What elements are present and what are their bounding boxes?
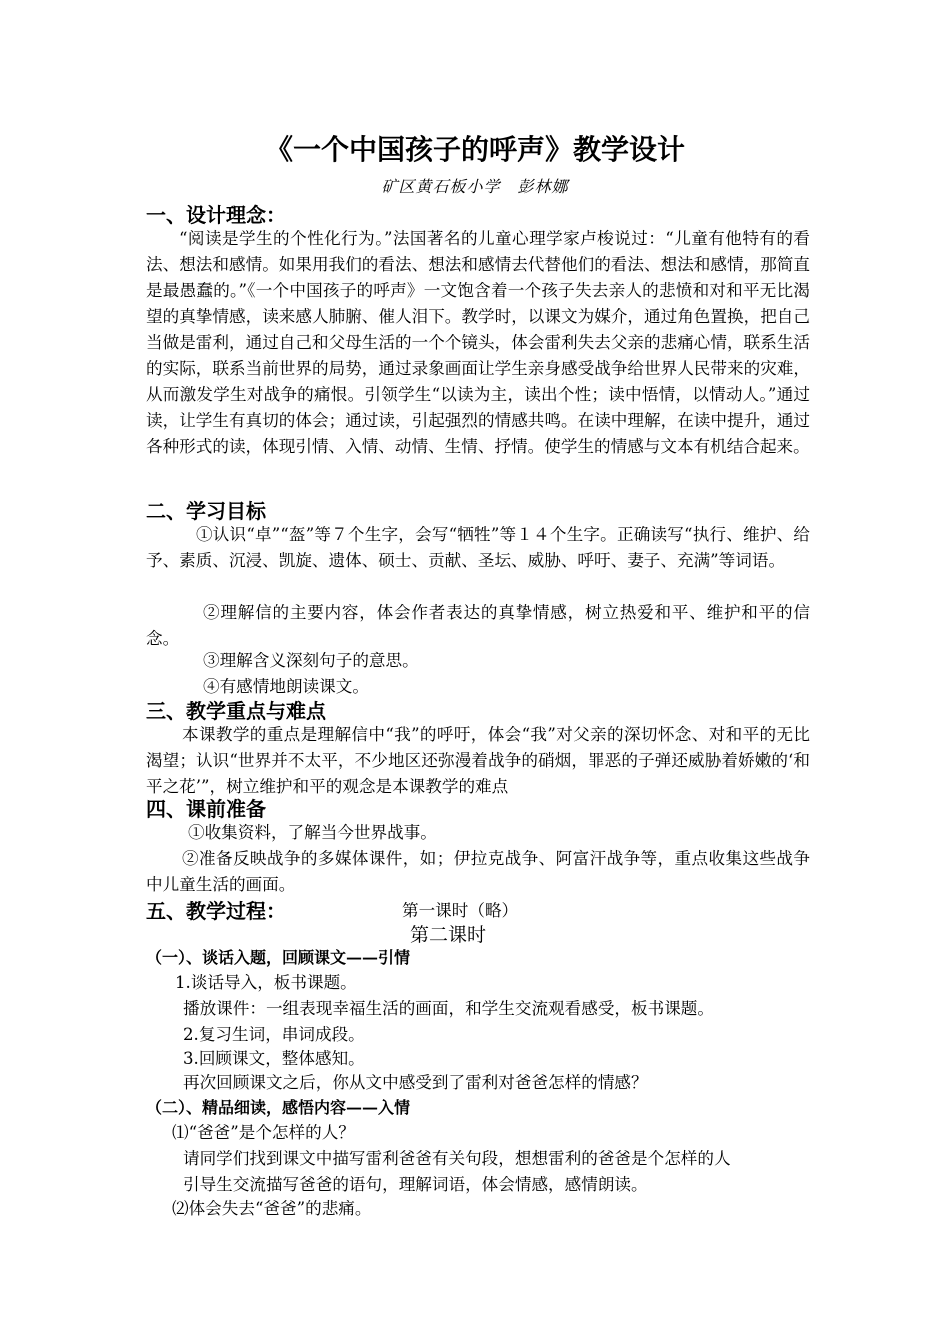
design-concept-paragraph: “阅读是学生的个性化行为。”法国著名的儿童心理学家卢梭说过：“儿童有他特有的看法、想法和感情。如果用我们的看法、想法和感情去代替他们的看法、想法和感情，那简直是最愚蠢的。”《一个中国孩子的呼声》一文饱含着一个孩子失去亲人的悲愤和对和平无比渴望的真挚情感，读来感人肺腑、催人泪下。教学时，以课文为媒介，通过角色置换，把自己当做是雷利，通过自己和父母生活的一个个镜头，体会雷利失去父亲的悲痛心情，联系生活的实际，联系当前世界的局势，通过录象画面让学生亲身感受战争给世界人民带来的灾难，从而激发学生对战争的痛恨。引领学生“以读为主，读出个性；读中悟情，以情动人。”通过读，让学生有真切的体会；通过读，引起强烈的情感共鸣。在读中理解，在读中提升，通过各种形式的读，体现引情、入情、动情、生情、抒情。使学生的情感与文本有机结合起来。 <box>146 229 810 456</box>
learning-goal-4: ④有感情地朗读课文。 <box>203 677 369 696</box>
part-one-line-1: 1.谈话导入，板书课题。 <box>175 973 357 992</box>
part-one-line-2: 播放课件：一组表现幸福生活的画面，和学生交流观看感受，板书课题。 <box>183 999 714 1018</box>
part-one-line-4: 3.回顾课文，整体感知。 <box>183 1049 365 1068</box>
section-heading-preparation: 四、课前准备 <box>146 797 266 821</box>
part-one-line-3: 2.复习生词，串词成段。 <box>183 1025 365 1044</box>
section-heading-teaching-process: 五、教学过程： <box>146 899 286 923</box>
part-one-line-5: 再次回顾课文之后，你从文中感受到了雷利对爸爸怎样的情感？ <box>183 1073 648 1092</box>
section-heading-design-concept: 一、设计理念： <box>146 203 286 227</box>
part-two-line-2: 请同学们找到课文中描写雷利爸爸有关句段，想想雷利的爸爸是个怎样的人 <box>183 1149 731 1168</box>
author-line: 矿区黄石板小学 彭林娜 <box>381 177 569 196</box>
lesson-one-label: 第一课时（略） <box>402 901 519 920</box>
section-heading-key-points: 三、教学重点与难点 <box>146 699 326 723</box>
learning-goal-1: ①认识“卓”“盔”等７个生字，会写“牺牲”等１４个生字。正确读写“执行、维护、给予、素质、沉浸、凯旋、遗体、硕士、贡献、圣坛、威胁、呼吁、妻子、充满”等词语。 <box>146 525 810 570</box>
learning-goal-3: ③理解含义深刻句子的意思。 <box>203 651 419 670</box>
key-points-paragraph: 本课教学的重点是理解信中“我”的呼吁，体会“我”对父亲的深切怀念、对和平的无比渴望；认识“世界并不太平，不少地区还弥漫着战争的硝烟，罪恶的子弹还威胁着娇嫩的‘和平之花’”，树立维护和平的观念是本课教学的难点 <box>146 725 810 796</box>
part-one-heading: （一）、谈话入题，回顾课文——引情 <box>146 948 411 967</box>
part-two-heading: （二）、精品细读，感悟内容——入情 <box>146 1098 411 1117</box>
preparation-item-1: ①收集资料，了解当今世界战事。 <box>188 823 437 842</box>
lesson-two-label: 第二课时 <box>410 924 487 946</box>
part-two-line-3: 引导生交流描写爸爸的语句，理解词语，体会情感，感情朗读。 <box>183 1175 648 1194</box>
document-title: 《一个中国孩子的呼声》教学设计 <box>264 133 685 166</box>
section-heading-learning-goals: 二、学习目标 <box>146 499 266 523</box>
part-two-line-4: ⑵体会失去“爸爸”的悲痛。 <box>172 1199 372 1218</box>
learning-goal-2: ②理解信的主要内容，体会作者表达的真挚情感，树立热爱和平、维护和平的信念。 <box>146 603 810 648</box>
part-two-line-1: ⑴“爸爸”是个怎样的人？ <box>172 1123 355 1142</box>
preparation-item-2: ②准备反映战争的多媒体课件，如；伊拉克战争、阿富汗战争等，重点收集这些战争中儿童生活的画面。 <box>146 849 810 894</box>
